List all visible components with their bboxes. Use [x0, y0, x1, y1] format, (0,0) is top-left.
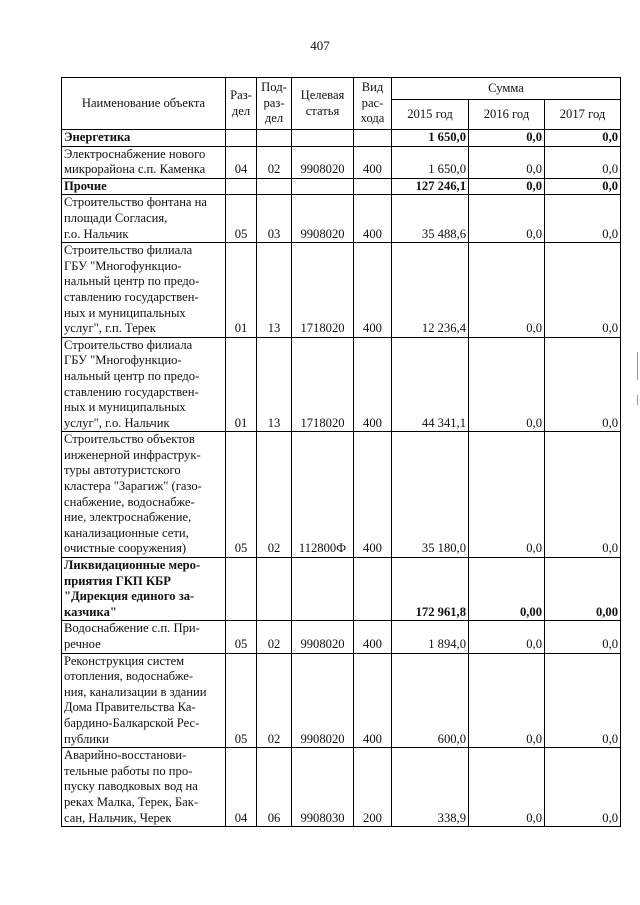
- cell-y2015: 127 246,1: [392, 178, 469, 195]
- cell-y2016: 0,0: [469, 621, 545, 653]
- margin-mark: [637, 395, 638, 405]
- cell-y2017: 0,0: [545, 621, 621, 653]
- cell-y2015: 172 961,8: [392, 558, 469, 621]
- cell-y2015: 12 236,4: [392, 243, 469, 338]
- cell-y2015: 1 650,0: [392, 130, 469, 147]
- cell-name: Строительство филиала ГБУ "Многофункцио- нальный центр по предо- ставлению государствен- ных и муниципальных услуг", г.п. Терек: [62, 243, 226, 338]
- cell-name: Прочие: [62, 178, 226, 195]
- cell-razdel: 01: [226, 243, 257, 338]
- cell-podrazdel: [257, 558, 292, 621]
- margin-mark: [637, 352, 638, 380]
- cell-y2016: 0,0: [469, 178, 545, 195]
- cell-vid: 400: [354, 243, 392, 338]
- header-vid: Вид рас- хода: [354, 78, 392, 130]
- cell-y2017: 0,0: [545, 243, 621, 338]
- cell-y2016: 0,0: [469, 195, 545, 243]
- cell-target: 9908020: [292, 195, 354, 243]
- cell-y2015: 338,9: [392, 748, 469, 827]
- table-row: [62, 621, 621, 653]
- table-row: [62, 337, 621, 432]
- cell-razdel: 05: [226, 653, 257, 748]
- table-row: [62, 653, 621, 748]
- cell-target: [292, 130, 354, 147]
- cell-name: Строительство объектов инженерной инфраструк- туры автотуристского кластера "Зарагиж" (газо- снабжение, водоснабже- ние, электроснабжение, канализационные сети, очистные сооружения): [62, 432, 226, 558]
- cell-vid: [354, 558, 392, 621]
- cell-razdel: [226, 558, 257, 621]
- cell-podrazdel: [257, 130, 292, 147]
- cell-razdel: 05: [226, 195, 257, 243]
- header-year-2015: 2015 год: [392, 100, 469, 130]
- cell-target: 9908020: [292, 621, 354, 653]
- cell-vid: 400: [354, 195, 392, 243]
- cell-target: [292, 178, 354, 195]
- cell-podrazdel: 02: [257, 621, 292, 653]
- cell-vid: 400: [354, 337, 392, 432]
- cell-podrazdel: 13: [257, 337, 292, 432]
- cell-y2015: 1 894,0: [392, 621, 469, 653]
- cell-razdel: 04: [226, 146, 257, 178]
- cell-y2017: 0,00: [545, 558, 621, 621]
- cell-target: 9908020: [292, 653, 354, 748]
- cell-podrazdel: 02: [257, 432, 292, 558]
- cell-y2015: 35 488,6: [392, 195, 469, 243]
- table-row: [62, 432, 621, 558]
- cell-y2016: 0,0: [469, 337, 545, 432]
- cell-podrazdel: 13: [257, 243, 292, 338]
- cell-y2016: 0,0: [469, 130, 545, 147]
- cell-y2017: 0,0: [545, 653, 621, 748]
- cell-target: 9908030: [292, 748, 354, 827]
- cell-podrazdel: 03: [257, 195, 292, 243]
- cell-y2015: 44 341,1: [392, 337, 469, 432]
- cell-y2016: 0,0: [469, 748, 545, 827]
- cell-y2017: 0,0: [545, 195, 621, 243]
- cell-target: 9908020: [292, 146, 354, 178]
- cell-y2016: 0,00: [469, 558, 545, 621]
- cell-y2016: 0,0: [469, 432, 545, 558]
- cell-y2017: 0,0: [545, 130, 621, 147]
- page-number: 407: [310, 38, 330, 53]
- table-row: [62, 130, 621, 147]
- cell-podrazdel: [257, 178, 292, 195]
- cell-target: 1718020: [292, 337, 354, 432]
- header-name: Наименование объекта: [62, 78, 226, 130]
- cell-name: Аварийно-восстанови- тельные работы по про- пуску паводковых вод на реках Малка, Терек, Бак- сан, Нальчик, Черек: [62, 748, 226, 827]
- cell-razdel: 05: [226, 432, 257, 558]
- cell-name: Реконструкция систем отопления, водоснабже- ния, канализации в здании Дома Правительства Ка- бардино-Балкарской Рес- публики: [62, 653, 226, 748]
- cell-y2016: 0,0: [469, 243, 545, 338]
- cell-y2017: 0,0: [545, 146, 621, 178]
- cell-name: Ликвидационные меро- приятия ГКП КБР "Дирекция единого за- казчика": [62, 558, 226, 621]
- cell-vid: 400: [354, 653, 392, 748]
- cell-razdel: 05: [226, 621, 257, 653]
- table-row: [62, 558, 621, 621]
- cell-razdel: [226, 178, 257, 195]
- cell-target: 112800Ф: [292, 432, 354, 558]
- cell-y2017: 0,0: [545, 337, 621, 432]
- table-row: [62, 243, 621, 338]
- cell-y2015: 600,0: [392, 653, 469, 748]
- header-year-2017: 2017 год: [545, 100, 621, 130]
- cell-y2015: 35 180,0: [392, 432, 469, 558]
- cell-y2017: 0,0: [545, 748, 621, 827]
- cell-y2017: 0,0: [545, 178, 621, 195]
- table-body: [62, 130, 621, 827]
- cell-razdel: 04: [226, 748, 257, 827]
- cell-name: Строительство фонтана на площади Согласия, г.о. Нальчик: [62, 195, 226, 243]
- cell-target: 1718020: [292, 243, 354, 338]
- cell-name: Энергетика: [62, 130, 226, 147]
- table-row: [62, 195, 621, 243]
- cell-podrazdel: 02: [257, 653, 292, 748]
- cell-vid: 400: [354, 432, 392, 558]
- cell-name: Электроснабжение нового микрорайона с.п. Каменка: [62, 146, 226, 178]
- cell-vid: 200: [354, 748, 392, 827]
- header-year-2016: 2016 год: [469, 100, 545, 130]
- header-target: Целевая статья: [292, 78, 354, 130]
- header-razdel: Раз- дел: [226, 78, 257, 130]
- header-summa: Сумма: [392, 78, 621, 100]
- cell-vid: 400: [354, 146, 392, 178]
- cell-vid: [354, 130, 392, 147]
- cell-vid: 400: [354, 621, 392, 653]
- cell-y2017: 0,0: [545, 432, 621, 558]
- cell-podrazdel: 06: [257, 748, 292, 827]
- cell-name: Водоснабжение с.п. При- речное: [62, 621, 226, 653]
- budget-table: [61, 77, 621, 827]
- cell-y2016: 0,0: [469, 653, 545, 748]
- cell-y2016: 0,0: [469, 146, 545, 178]
- cell-razdel: 01: [226, 337, 257, 432]
- cell-y2015: 1 650,0: [392, 146, 469, 178]
- cell-podrazdel: 02: [257, 146, 292, 178]
- header-podrazdel: Под- раз- дел: [257, 78, 292, 130]
- cell-name: Строительство филиала ГБУ "Многофункцио- нальный центр по предо- ставлению государствен- ных и муниципальных услуг", г.о. Нальчик: [62, 337, 226, 432]
- table-row: [62, 748, 621, 827]
- cell-target: [292, 558, 354, 621]
- table-row: [62, 178, 621, 195]
- table-row: [62, 146, 621, 178]
- cell-razdel: [226, 130, 257, 147]
- cell-vid: [354, 178, 392, 195]
